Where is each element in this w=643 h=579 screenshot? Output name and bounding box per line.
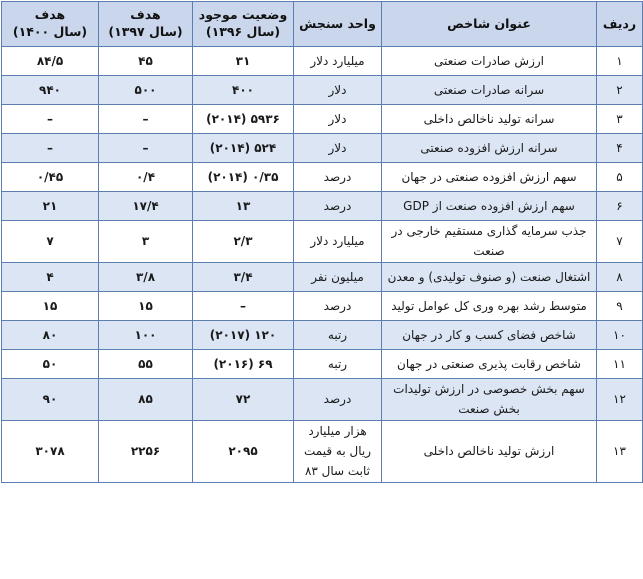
indicator-title: متوسط رشد بهره وری کل عوامل تولید (382, 291, 597, 320)
target-1400-value: ۸۴/۵ (2, 47, 99, 76)
unit-cell: درصد (294, 291, 382, 320)
current-value: ۴۰۰ (193, 76, 294, 105)
indicator-title: شاخص رقابت پذیری صنعتی در جهان (382, 349, 597, 378)
unit-cell: دلار (294, 76, 382, 105)
row-number: ۳ (597, 105, 643, 134)
header-indicator-title: عنوان شاخص (382, 2, 597, 47)
header-current-status (193, 2, 294, 47)
target-1397-value: ۱۵ (99, 291, 193, 320)
table-row (2, 163, 643, 192)
target-1400-value: ۸۰ (2, 320, 99, 349)
row-number: ۱۳ (597, 420, 643, 482)
header-target-1400-year: (سال ۱۴۰۰) (12, 24, 88, 39)
target-1397-value: ۳/۸ (99, 262, 193, 291)
row-number: ۱۰ (597, 320, 643, 349)
current-value: ۲۰۹۵ (193, 420, 294, 482)
target-1397-value: ۴۵ (99, 47, 193, 76)
table-row (2, 105, 643, 134)
unit-cell: میلیارد دلار (294, 47, 382, 76)
row-number: ۱۲ (597, 378, 643, 420)
target-1397-value: ۵۰۰ (99, 76, 193, 105)
current-value: ۱۳ (193, 192, 294, 221)
current-value: ۰/۳۵ (۲۰۱۴) (193, 163, 294, 192)
target-1397-value: ۳ (99, 221, 193, 263)
indicator-title: سهم بخش خصوصی در ارزش تولیدات بخش صنعت (382, 378, 597, 420)
row-number: ۹ (597, 291, 643, 320)
current-value: ۲/۳ (193, 221, 294, 263)
row-number: ۶ (597, 192, 643, 221)
unit-cell: میلیون نفر (294, 262, 382, 291)
table-row (2, 378, 643, 420)
current-value: ۳۱ (193, 47, 294, 76)
target-1397-value: ۱۰۰ (99, 320, 193, 349)
row-number: ۱ (597, 47, 643, 76)
current-value: ۵۹۳۶ (۲۰۱۴) (193, 105, 294, 134)
table-row (2, 76, 643, 105)
target-1397-value: ۱۷/۴ (99, 192, 193, 221)
target-1400-value: – (2, 134, 99, 163)
unit-cell: درصد (294, 378, 382, 420)
header-target-1397-label: هدف (130, 7, 161, 23)
row-number: ۱۱ (597, 349, 643, 378)
table-row (2, 47, 643, 76)
target-1400-value: ۷ (2, 221, 99, 263)
target-1400-value: ۲۱ (2, 192, 99, 221)
unit-cell: دلار (294, 134, 382, 163)
indicator-title: جذب سرمایه گذاری مستقیم خارجی در صنعت (382, 221, 597, 263)
indicator-title: سرانه صادرات صنعتی (382, 76, 597, 105)
target-1400-value: ۱۵ (2, 291, 99, 320)
target-1400-value: ۴ (2, 262, 99, 291)
unit-cell: دلار (294, 105, 382, 134)
header-unit: واحد سنجش (294, 2, 382, 47)
target-1400-value: – (2, 105, 99, 134)
row-number: ۲ (597, 76, 643, 105)
target-1400-value: ۹۴۰ (2, 76, 99, 105)
unit-cell: هزار میلیارد ریال به قیمت ثابت سال ۸۳ (294, 420, 382, 482)
target-1400-value: ۳۰۷۸ (2, 420, 99, 482)
header-row-number: ردیف (597, 2, 643, 47)
table-row (2, 262, 643, 291)
table-row (2, 420, 643, 482)
header-current-year: (سال ۱۳۹۶) (205, 24, 281, 39)
indicator-title: سهم ارزش افزوده صنعت از GDP (382, 192, 597, 221)
row-number: ۵ (597, 163, 643, 192)
table-row (2, 134, 643, 163)
indicator-title: سرانه تولید ناخالص داخلی (382, 105, 597, 134)
table-row (2, 349, 643, 378)
table-row (2, 320, 643, 349)
current-value: ۷۲ (193, 378, 294, 420)
table-row (2, 221, 643, 263)
row-number: ۸ (597, 262, 643, 291)
indicator-title: ارزش تولید ناخالص داخلی (382, 420, 597, 482)
current-value: ۶۹ (۲۰۱۶) (193, 349, 294, 378)
indicators-table (1, 1, 643, 483)
unit-cell: رتبه (294, 349, 382, 378)
table-header-row (2, 2, 643, 47)
table-row (2, 291, 643, 320)
unit-cell: رتبه (294, 320, 382, 349)
target-1397-value: ۲۲۵۶ (99, 420, 193, 482)
header-target-1400 (2, 2, 99, 47)
current-value: ۳/۴ (193, 262, 294, 291)
target-1397-value: – (99, 134, 193, 163)
table-row (2, 192, 643, 221)
indicator-title: سرانه ارزش افزوده صنعتی (382, 134, 597, 163)
current-value: ۵۲۴ (۲۰۱۴) (193, 134, 294, 163)
header-current-label: وضعیت موجود (198, 7, 288, 23)
current-value: ۱۲۰ (۲۰۱۷) (193, 320, 294, 349)
target-1397-value: ۰/۴ (99, 163, 193, 192)
indicator-title: شاخص فضای کسب و کار در جهان (382, 320, 597, 349)
header-target-1397 (99, 2, 193, 47)
header-target-1397-year: (سال ۱۳۹۷) (108, 24, 183, 39)
indicator-title: اشتغال صنعت (و صنوف تولیدی) و معدن (382, 262, 597, 291)
target-1397-value: – (99, 105, 193, 134)
unit-cell: درصد (294, 163, 382, 192)
current-value: – (193, 291, 294, 320)
unit-cell: درصد (294, 192, 382, 221)
unit-cell: میلیارد دلار (294, 221, 382, 263)
target-1397-value: ۵۵ (99, 349, 193, 378)
target-1400-value: ۹۰ (2, 378, 99, 420)
indicator-title: ارزش صادرات صنعتی (382, 47, 597, 76)
target-1400-value: ۰/۴۵ (2, 163, 99, 192)
target-1397-value: ۸۵ (99, 378, 193, 420)
row-number: ۷ (597, 221, 643, 263)
row-number: ۴ (597, 134, 643, 163)
indicator-title: سهم ارزش افزوده صنعتی در جهان (382, 163, 597, 192)
header-target-1400-label: هدف (34, 7, 66, 23)
target-1400-value: ۵۰ (2, 349, 99, 378)
